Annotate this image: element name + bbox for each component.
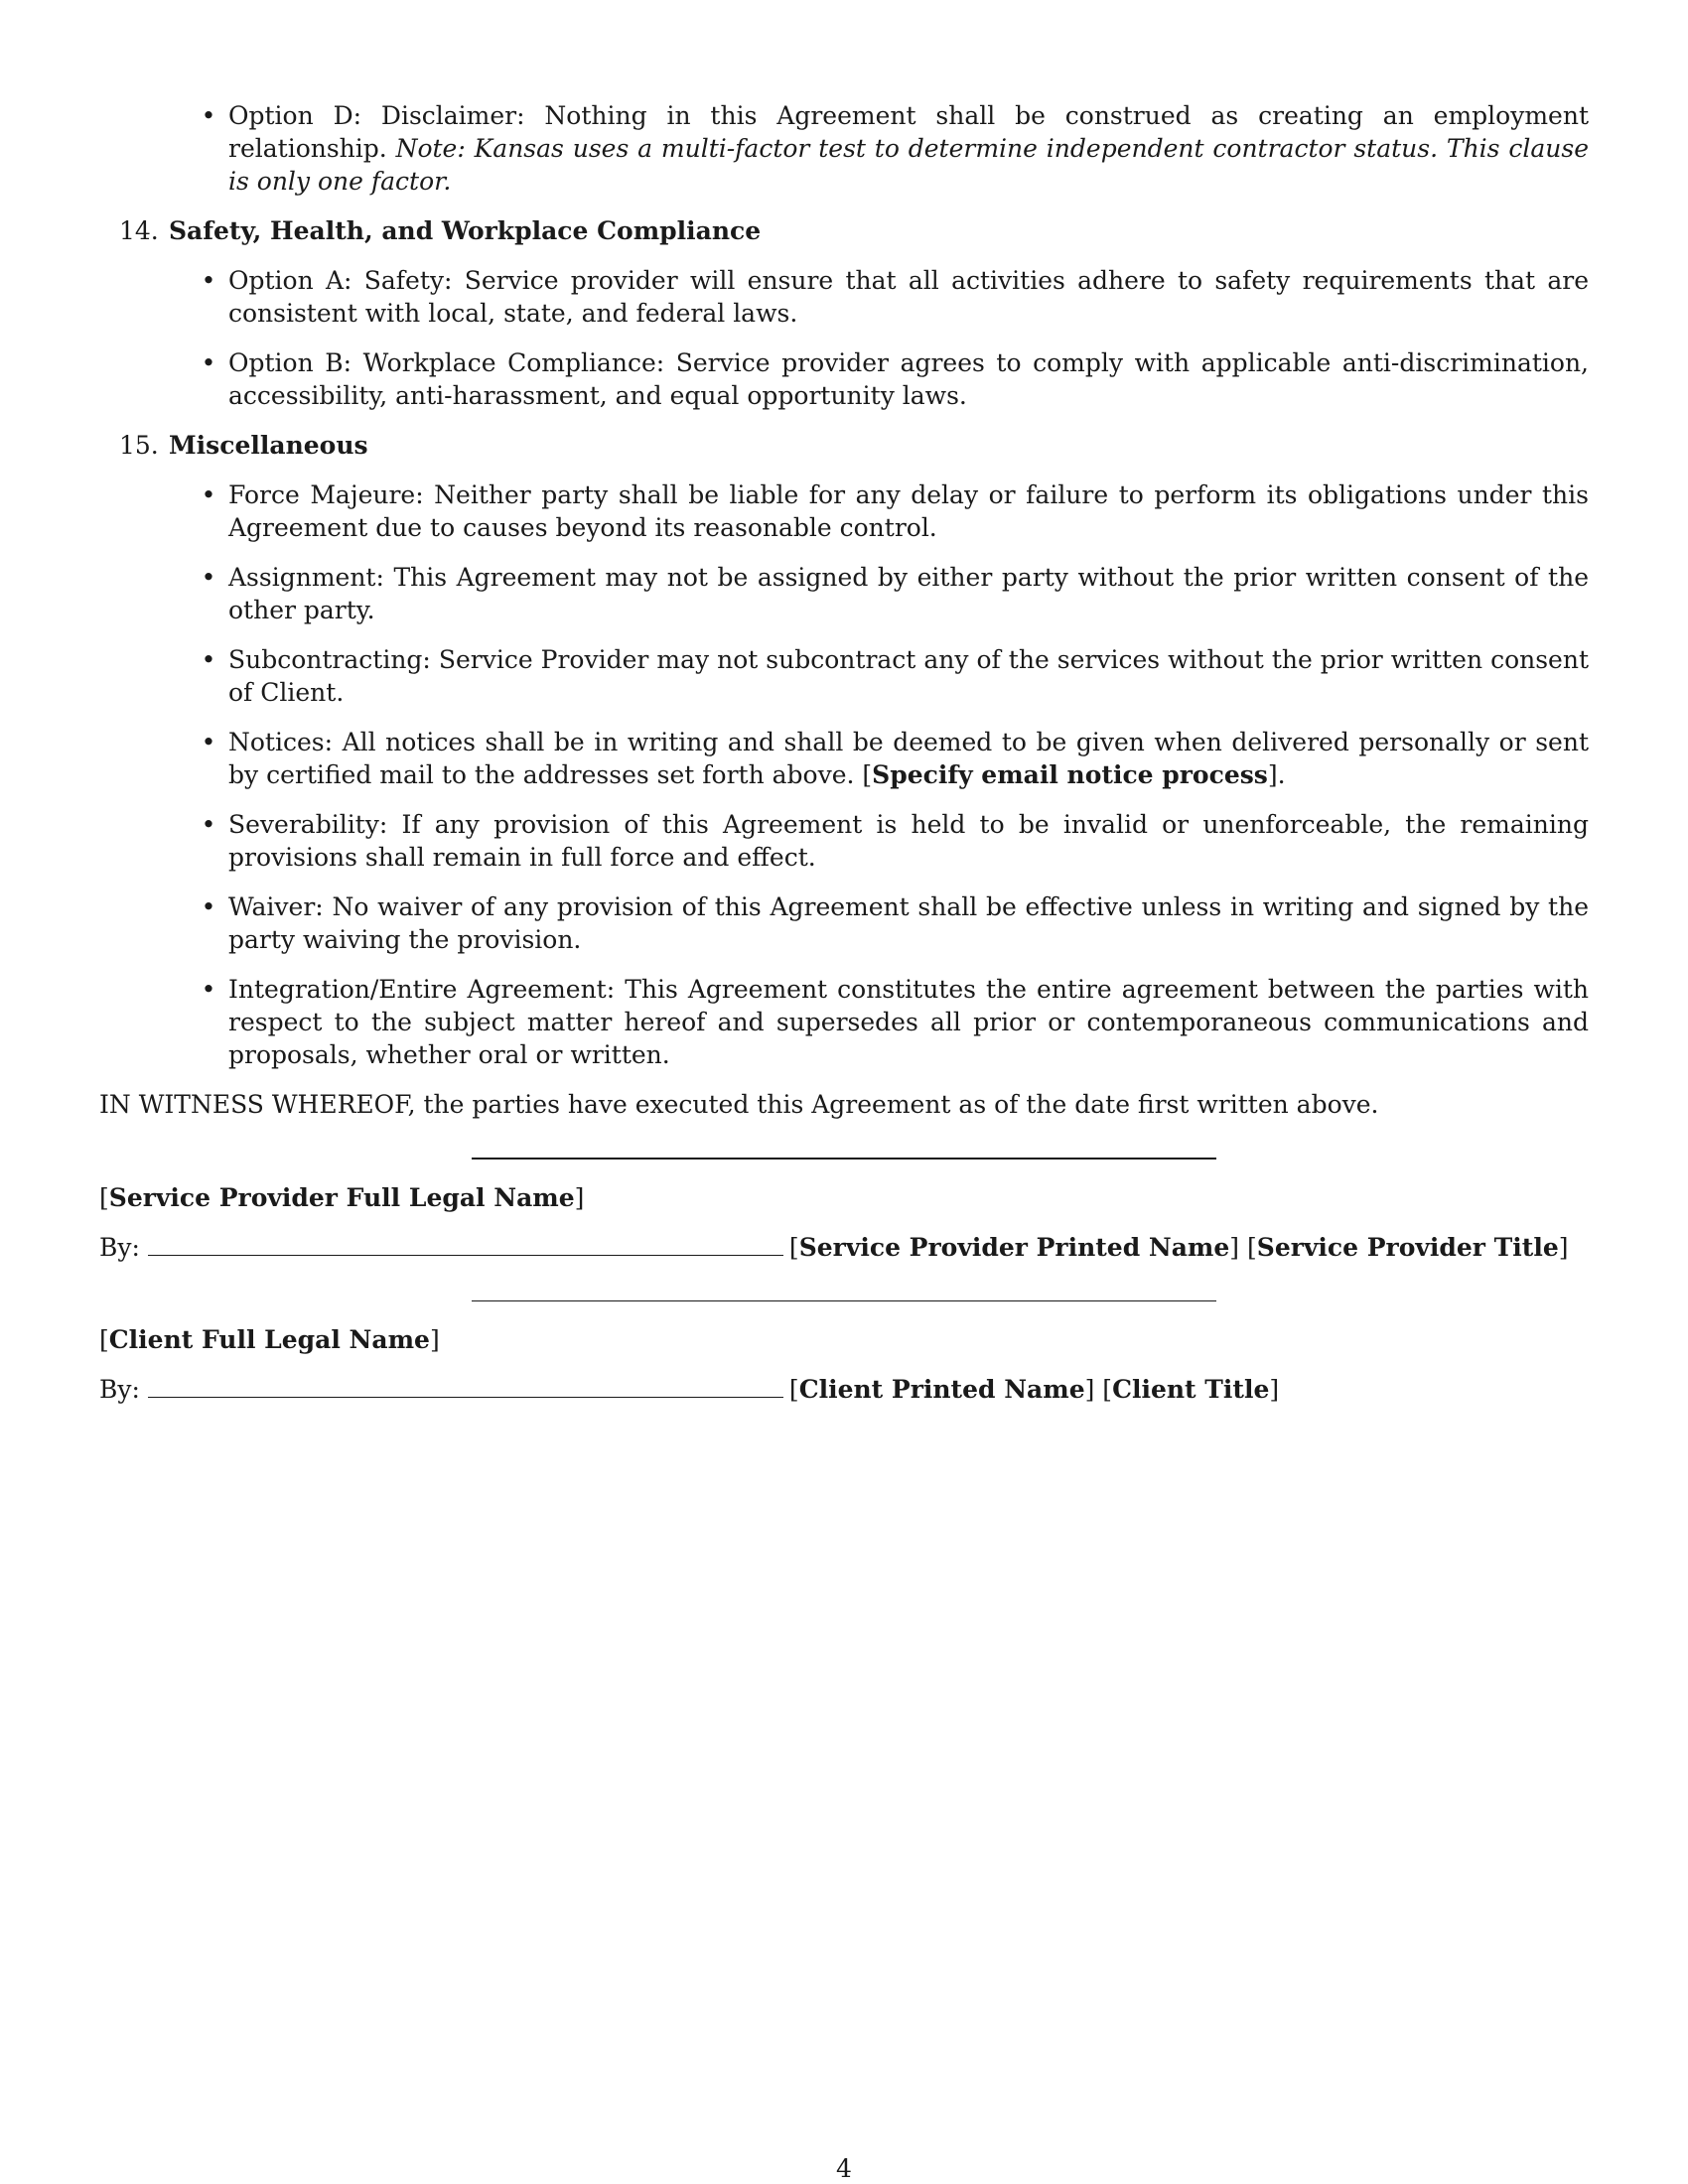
section-14-heading <box>99 214 1589 247</box>
list-item: • Option B: Workplace Compliance: Service provider agrees to comply with applicable anti-discrimination, accessibility, anti-harassment, and equal opportunity laws. <box>228 346 1589 412</box>
bullet-icon: • <box>201 975 216 1004</box>
list-item-notices: • Notices: All notices shall be in writing and shall be deemed to be given when delivered personally or sent by certified mail to the addresses set forth above. [Specify email notice process]. <box>228 726 1589 791</box>
option-d-note: Note: Kansas uses a multi-factor test to determine independent contractor status. This clause is only one factor. <box>228 134 1589 196</box>
witness-statement: IN WITNESS WHEREOF, the parties have executed this Agreement as of the date first written above. <box>99 1090 1379 1119</box>
section-15-heading <box>99 429 1589 462</box>
bullet-icon: • <box>201 810 216 839</box>
client-legal-name: [Client Full Legal Name] <box>99 1325 440 1354</box>
signature-rule <box>472 1158 1216 1160</box>
section-15-list <box>99 478 1589 1071</box>
option-d-list <box>99 99 1589 198</box>
bullet-icon: • <box>201 563 216 592</box>
bullet-icon: • <box>201 348 216 377</box>
list-item-subcontracting: • Subcontracting: Service Provider may not subcontract any of the services without the prior written consent of Client. <box>228 643 1589 709</box>
list-item-severability: • Severability: If any provision of this Agreement is held to be invalid or unenforceable, the remaining provisions shall remain in full force and effect. <box>228 808 1589 874</box>
provider-printed-name: Service Provider Printed Name <box>798 1233 1230 1262</box>
provider-legal-name: [Service Provider Full Legal Name] <box>99 1183 585 1212</box>
bullet-icon: • <box>201 728 216 756</box>
bullet-icon: • <box>201 892 216 921</box>
client-printed-name: Client Printed Name <box>798 1375 1085 1404</box>
list-item: • Option A: Safety: Service provider will ensure that all activities adhere to safety requirements that are consistent with local, state, and federal laws. <box>228 264 1589 330</box>
list-item-assignment: • Assignment: This Agreement may not be assigned by either party without the prior written consent of the other party. <box>228 561 1589 626</box>
bullet-icon: • <box>201 101 216 130</box>
notice-placeholder: Specify email notice process <box>872 760 1268 789</box>
page-number: 4 <box>836 2154 852 2183</box>
by-label: By: <box>99 1375 140 1404</box>
bullet-icon: • <box>201 645 216 674</box>
signature-rule <box>472 1300 1216 1301</box>
client-signature-line: By: [Client Printed Name] [Client Title] <box>99 1375 1280 1404</box>
list-item-option-d <box>201 99 1589 198</box>
bullet-icon: • <box>201 266 216 295</box>
option-d-text: Option D: Disclaimer: Nothing in this Agreement shall be construed as creating an employment relationship. <box>228 101 1589 163</box>
list-item-waiver: • Waiver: No waiver of any provision of this Agreement shall be effective unless in writing and signed by the party waiving the provision. <box>228 890 1589 956</box>
list-item-integration: • Integration/Entire Agreement: This Agreement constitutes the entire agreement between the parties with respect to the subject matter hereof and supersedes all prior or contemporaneous communications and proposals, whether oral or written. <box>228 973 1589 1071</box>
signature-blank[interactable] <box>148 1233 783 1256</box>
provider-signature-line: By: [Service Provider Printed Name] [Service Provider Title] <box>99 1233 1569 1262</box>
section-number: 15. <box>119 431 159 460</box>
signature-blank[interactable] <box>148 1375 783 1398</box>
by-label: By: <box>99 1233 140 1262</box>
document-body <box>99 99 1589 1406</box>
section-title: Miscellaneous <box>169 431 368 460</box>
bullet-icon: • <box>201 480 216 509</box>
section-number: 14. <box>119 216 159 245</box>
section-title: Safety, Health, and Workplace Compliance <box>169 216 762 245</box>
list-item-force-majeure: • Force Majeure: Neither party shall be liable for any delay or failure to perform its obligations under this Agreement due to causes beyond its reasonable control. <box>228 478 1589 544</box>
section-14-list <box>99 264 1589 412</box>
client-title: Client Title <box>1112 1375 1270 1404</box>
provider-title: Service Provider Title <box>1256 1233 1559 1262</box>
